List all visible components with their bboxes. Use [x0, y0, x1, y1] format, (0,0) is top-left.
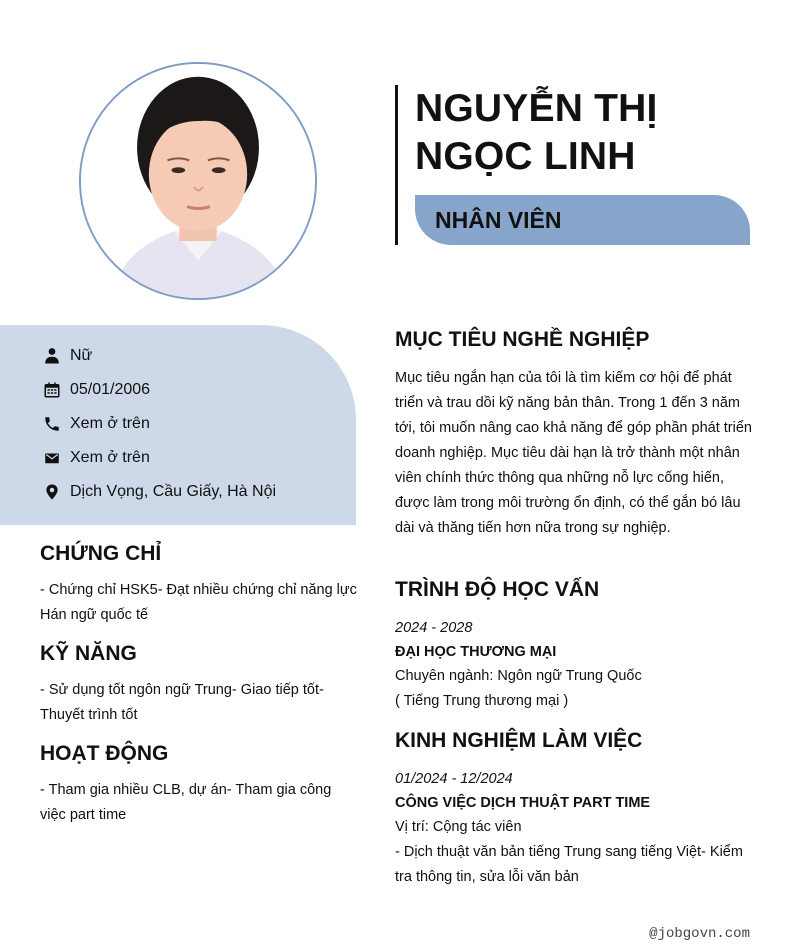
email-value: Xem ở trên — [70, 449, 150, 466]
activities-section — [40, 740, 360, 828]
birthdate-value: 05/01/2006 — [70, 381, 151, 398]
certificates-title: CHỨNG CHỈ — [40, 542, 162, 565]
phone-value: Xem ở trên — [70, 415, 150, 432]
skills-section — [40, 640, 360, 728]
education-title: TRÌNH ĐỘ HỌC VẤN — [395, 578, 600, 601]
person-icon — [42, 346, 62, 366]
name-line-1: NGUYỄN THỊ — [415, 87, 658, 130]
experience-title: KINH NGHIỆM LÀM VIỆC — [395, 729, 643, 752]
role-label: NHÂN VIÊN — [435, 206, 562, 233]
skills-text: - Sử dụng tốt ngôn ngữ Trung- Giao tiếp tốt- Thuyết trình tốt — [40, 682, 324, 723]
activities-title: HOẠT ĐỘNG — [40, 742, 169, 765]
name-divider — [395, 85, 398, 245]
location-pin-icon — [42, 482, 62, 502]
portrait-image — [81, 64, 315, 298]
contact-email — [42, 441, 150, 475]
experience-position: Vị trí: Cộng tác viên — [395, 819, 522, 835]
contact-address — [42, 475, 276, 509]
profile-photo — [79, 62, 317, 300]
experience-period: 01/2024 - 12/2024 — [395, 771, 513, 787]
certificates-text: - Chứng chỉ HSK5- Đạt nhiều chứng chỉ năng lực Hán ngữ quốc tế — [40, 582, 357, 623]
objective-section — [395, 326, 755, 541]
education-school: ĐẠI HỌC THƯƠNG MẠI — [395, 644, 557, 660]
phone-icon — [42, 414, 62, 434]
education-period: 2024 - 2028 — [395, 620, 473, 636]
education-note: ( Tiếng Trung thương mại ) — [395, 693, 569, 709]
experience-job: CÔNG VIỆC DỊCH THUẬT PART TIME — [395, 795, 651, 811]
skills-title: KỸ NĂNG — [40, 642, 137, 665]
contact-birthdate — [42, 373, 150, 407]
education-major: Chuyên ngành: Ngôn ngữ Trung Quốc — [395, 668, 642, 684]
activities-text: - Tham gia nhiều CLB, dự án- Tham gia công việc part time — [40, 782, 332, 823]
watermark: @jobgovn.com — [649, 926, 750, 942]
contact-gender — [42, 339, 92, 373]
name-block — [395, 85, 755, 245]
certificates-section — [40, 540, 360, 628]
calendar-icon — [42, 380, 62, 400]
full-name — [415, 85, 658, 181]
objective-title: MỤC TIÊU NGHỀ NGHIỆP — [395, 328, 650, 351]
contact-phone — [42, 407, 150, 441]
role-badge — [415, 195, 750, 245]
address-value: Dịch Vọng, Cầu Giấy, Hà Nội — [70, 483, 277, 500]
gender-value: Nữ — [70, 347, 93, 364]
name-line-2: NGỌC LINH — [415, 135, 636, 178]
objective-text: Mục tiêu ngắn hạn của tôi là tìm kiếm cơ hội để phát triển và trau dồi kỹ năng bản thân. Trong 1 đến 3 năm tới, tôi muốn nâng cao khả năng để góp phần phát triển doanh nghiệp. Mục tiêu dài hạn là trở thành một nhân viên chính thức thông qua những nỗ lực cống hiến, được làm trong môi trường ổn định, có thể gắn bó lâu dài và thăng tiến hơn nữa trong sự nghiệp. — [395, 370, 752, 536]
education-section — [395, 576, 755, 714]
left-column — [40, 540, 360, 840]
experience-desc: - Dịch thuật văn bản tiếng Trung sang tiếng Việt- Kiểm tra thông tin, sửa lỗi văn bản — [395, 844, 743, 885]
experience-section — [395, 727, 755, 890]
mail-icon — [42, 448, 62, 468]
